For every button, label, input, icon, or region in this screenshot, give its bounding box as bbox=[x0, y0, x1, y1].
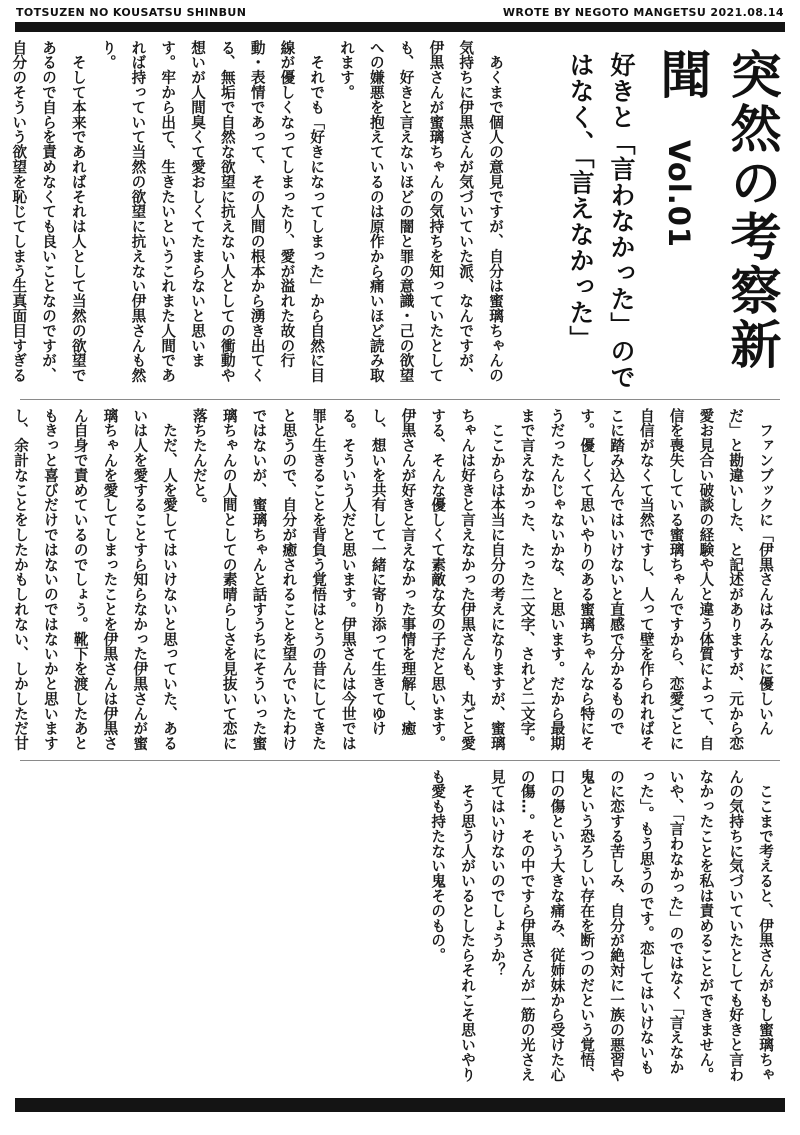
header-left-title: TOTSUZEN NO KOUSATSU SHINBUN bbox=[16, 6, 247, 19]
upper-paragraph-1: あくまで個人の意見ですが、自分は蜜璃ちゃんの気持ちに伊黒さんが気づいていた派、なんですが、伊黒さんが蜜璃ちゃんの気持ちを知っていたとしても、好きと言えないほどの闇と罪の意識・己の欲望への嫌悪を抱えているのは原作から痛いほど読み取れます。 bbox=[338, 40, 504, 383]
top-rule bbox=[15, 22, 785, 32]
section-divider-1 bbox=[20, 399, 780, 400]
header-right-byline: WROTE BY NEGOTO MANGETSU 2021.08.14 bbox=[502, 6, 784, 19]
section-divider-2 bbox=[20, 760, 780, 761]
page-title: 突然の考察新聞 bbox=[651, 48, 780, 372]
lower-article-section bbox=[18, 769, 780, 1087]
bottom-rule bbox=[15, 1098, 785, 1112]
lower-paragraph-1: ここまで考えると、伊黒さんがもし蜜璃ちゃんの気持ちに気づいていたとしても好きと言わなかったことを私は責めることができません。いや、「言わなかった」のではなく「言えなかった」。もう思うのです。恋してはいけないものに恋する苦しみ、自分が絶対に一族の悪習や鬼という恐ろしい存在を断つのだという覚悟、口の傷という大きな痛み、従姉妹から受けた心の傷…。その中ですら伊黒さんが一筋の光さえ見てはいけないのでしょうか？ bbox=[488, 769, 774, 1082]
headline: 好きと「言わなかった」のではなく、「言えなかった」 bbox=[566, 52, 636, 390]
upper-paragraph-2: それでも「好きになってしまった」から自然に目線が優しくなってしまったり、愛が溢れた故の行動・表情であって、その人間の根本から湧き出てくる、無垢で自然な欲望に抗えない人としての衝動や想いが人間臭くて愛おしくてたまらないと思います。牢から出て、生きたいというこれまた人間であれば持っていて当然の欲望に抗えない伊黒さんも然り。 bbox=[99, 40, 326, 383]
middle-article-section bbox=[12, 408, 780, 753]
middle-paragraph-3: ただ、人を愛してはいけないと思っていた、あるいは人を愛することすら知らなかった伊黒さんが蜜璃ちゃんを愛してしまったことを伊黒さんは伊黒さん自身で責めているのでしょう。靴下を渡したあともきっと喜びだけではないのではないかと思いますし、余計なことをしたかもしれない、しかしただ甘 bbox=[12, 408, 179, 751]
lower-paragraph-2: そう思う人がいるとしたらそれこそ思いやりも愛も持たない鬼そのもの。 bbox=[429, 769, 477, 1082]
upper-article-section bbox=[10, 40, 510, 390]
volume-label: Vol.01 bbox=[662, 140, 696, 249]
upper-paragraph-3: そして本来であればそれは人として当然の欲望であるので自らを責めなくても良いことなのですが、自分のそういう欲望を恥じてしまう生真面目すぎる bbox=[10, 40, 87, 383]
middle-paragraph-2: ここからは本当に自分の考えになりますが、蜜璃ちゃんは好きと言えなかった伊黒さんも、丸ごと愛する、そんな優しくて素敵な女の子だと思います。伊黒さんが好きと言えなかった事情を理解し、癒し、想いを共有して一緒に寄り添って生きてゆける。そういう人だと思います。伊黒さんは今世では罪と生きることを背負う覚悟はとうの昔にしてきたと思うので、自分が癒されることを望んでいたわけではないが、蜜璃ちゃんと話すうちにそういった蜜璃ちゃんの人間としての素晴らしさを見抜いて恋に落ちたんだと。 bbox=[190, 408, 506, 751]
middle-paragraph-1: ファンブックに「伊黒さんはみんなに優しいんだ」と勘違いした、と記述がありますが、元から恋愛お見合い破談の経験や人と違う体質によって、自信を喪失している蜜璃ちゃんですから、恋愛ごとに自信がなくて当然ですし、人って壁を作られればそこに踏み込んではいけないと直感で分かるものです。優しくて思いやりのある蜜璃ちゃんなら特にそうだったんじゃないかな、と思います。だから最期まで言えなかった、たった二文字、されど二文字。 bbox=[518, 408, 774, 751]
